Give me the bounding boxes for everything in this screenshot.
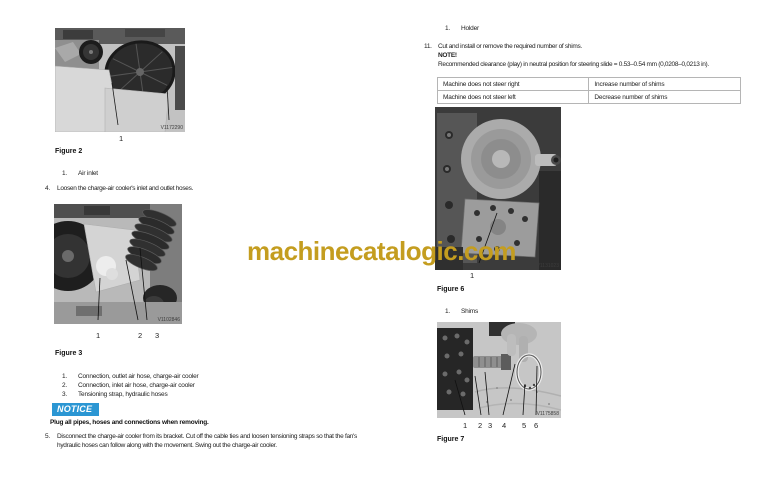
step-number: 4. [45,185,50,192]
caption-label: Shims [461,308,479,315]
shims-table [437,77,741,104]
step-text: Cut and install or remove the required number of shims. [438,43,582,50]
step-text: Loosen the charge-air cooler's inlet and outlet hoses. [57,185,194,192]
notice-text: Plug all pipes, hoses and connections when removing. [50,419,209,426]
caption-label: Holder [461,25,479,32]
figure6-callout-1: 1 [470,271,475,280]
figure7-callout-2: 2 [478,421,483,430]
caption-label: Tensioning strap, hydraulic hoses [78,391,168,398]
figure7-callout-3: 3 [488,421,493,430]
step-number: 5. [45,433,50,440]
table-cell: Decrease number of shims [589,91,741,104]
figure7-callout-6: 6 [534,421,539,430]
figure7-callout-5: 5 [522,421,527,430]
figure2-title: Figure 2 [55,148,83,155]
caption-number: 1. [62,373,68,380]
step-5 [45,432,357,450]
figure3-title: Figure 3 [55,350,83,357]
table-cell: Machine does not steer right [438,78,589,91]
figure3-photo-id: V1102846 [157,317,180,323]
figure7-callout-4: 4 [502,421,507,430]
step-text: Disconnect the charge-air cooler from its bracket. Cut off the cable ties and loosen tensioning straps so that the fan's hydraulic hoses can follow along with the movement. Swing out the charge-air cooler. [57,433,357,449]
figure6-photo-id: V1131023 [536,263,559,269]
figure3-caption-item [62,372,342,381]
figure7-callout-1: 1 [463,421,468,430]
figure2-photo-id: V1172290 [160,125,183,131]
caption-number: 3. [62,391,68,398]
caption-number: 1. [62,170,68,177]
table-row [438,78,741,91]
caption-label: Air inlet [78,170,98,177]
notice-badge: NOTICE [52,403,99,416]
caption-number: 2. [62,382,68,389]
step-11 [424,42,740,69]
figure3-photo [54,204,182,324]
figure6-title: Figure 6 [437,286,465,293]
figure7-photo-id: V1175858 [536,411,559,417]
figure3-caption-item [62,381,342,390]
caption-label: Connection, inlet air hose, charge-air cooler [78,382,195,389]
figure3-callout-2: 2 [138,331,143,340]
figure2-caption-item [62,169,282,178]
note-text: Recommended clearance (play) in neutral position for steering slide = 0.53–0.54 mm (0,0208–0,0213 in). [438,61,709,68]
figure2-callout-1: 1 [119,134,124,143]
step-4 [45,184,357,193]
table-cell: Machine does not steer left [438,91,589,104]
figure5-caption-item [445,24,645,33]
figure3-callout-3: 3 [155,331,160,340]
figure3-callout-1: 1 [96,331,101,340]
watermark: machinecatalogic.com [247,236,516,266]
figure7-title: Figure 7 [437,436,465,443]
figure6-caption-item [445,307,645,316]
step-number: 11. [424,43,432,50]
table-cell: Increase number of shims [589,78,741,91]
shims-photo-graphic [437,322,561,418]
charge-air-cooler-photo-graphic [54,204,182,324]
figure7-photo [437,322,561,418]
table-row [438,91,741,104]
caption-label: Connection, outlet air hose, charge-air cooler [78,373,199,380]
note-label: NOTE! [438,52,457,59]
caption-number: 1. [445,25,451,32]
air-inlet-photo-graphic [55,28,185,132]
figure3-caption-item [62,390,342,399]
caption-number: 1. [445,308,451,315]
figure2-photo [55,28,185,132]
